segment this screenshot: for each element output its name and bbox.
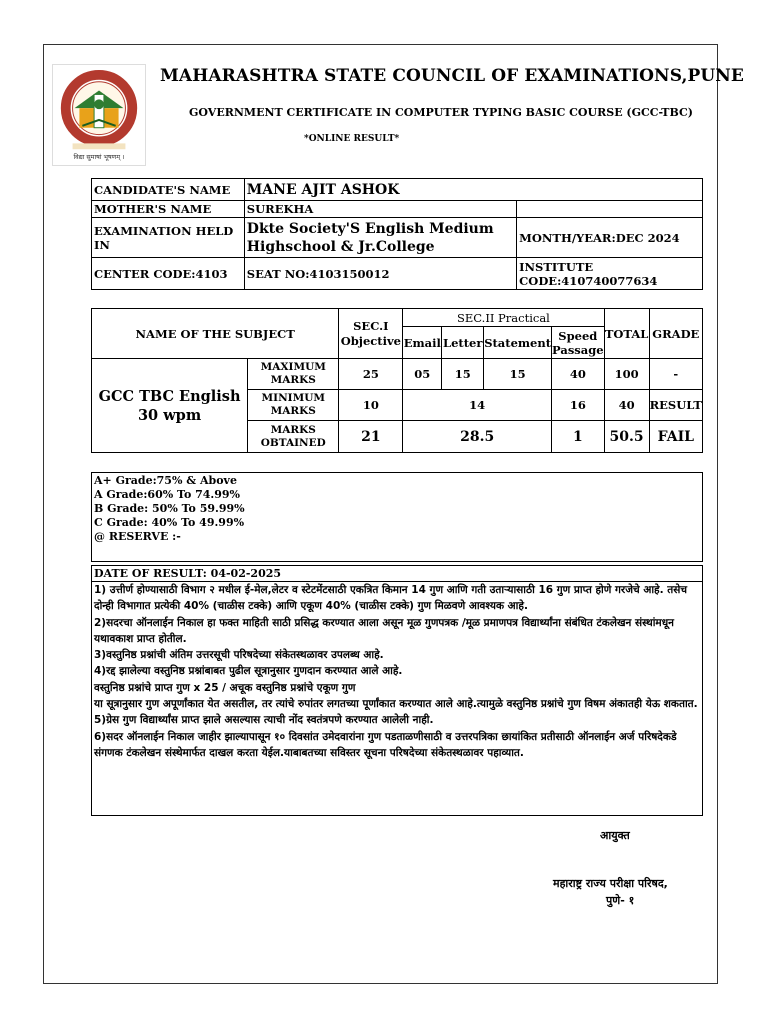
- result-label: RESULT: [649, 390, 702, 421]
- council-logo: [52, 64, 146, 166]
- mother-name-label: MOTHER'S NAME: [92, 201, 245, 218]
- grade-header: GRADE: [649, 309, 702, 359]
- min-total: 40: [604, 390, 649, 421]
- obtained-practical: 28.5: [403, 421, 552, 453]
- candidate-name: MANE AJIT ASHOK: [244, 179, 702, 201]
- grade-line: @ RESERVE :-: [94, 530, 181, 543]
- note-line: वस्तुनिष्ठ प्रश्नांचे प्राप्त गुण x 25 / अचूक वस्तुनिष्ठ प्रश्नांचे एकूण गुण: [94, 681, 356, 694]
- max-marks-label: MAXIMUM MARKS: [248, 359, 339, 390]
- subject-name: GCC TBC English 30 wpm: [92, 359, 248, 453]
- candidate-name-label: CANDIDATE'S NAME: [92, 179, 245, 201]
- signature-designation: आयुक्त: [600, 829, 630, 842]
- speed-header: Speed Passage: [552, 328, 604, 357]
- grade-line: C Grade: 40% To 49.99%: [94, 516, 245, 529]
- min-speed: 16: [552, 390, 605, 421]
- min-sec1: 10: [339, 390, 403, 421]
- grade-legend: [91, 472, 703, 562]
- note-line: 6)सदर ऑनलाईन निकाल जाहीर झाल्यापासून १० दिवसांत उमेदवारांना गुण पडताळणीसाठी व उत्तरपत्रिका छायांकित प्रतीसाठी ऑनलाईन अर्ज परिषदेकडे संगणक टंकलेखन संस्थेमार्फत दाखल करता येईल.याबाबतच्या सविस्तर सूचना परिषदेच्या संकेतस्थळावर पहाव्यात.: [94, 730, 677, 759]
- sec2-header: SEC.II Practical: [403, 309, 604, 327]
- subject-header: NAME OF THE SUBJECT: [92, 309, 339, 359]
- grade-line: A+ Grade:75% & Above: [94, 474, 237, 487]
- email-header: Email: [403, 327, 442, 359]
- note-line: 3)वस्तुनिष्ठ प्रश्नांची अंतिम उत्तरसूची परिषदेच्या संकेतस्थळावर उपलब्ध आहे.: [94, 649, 384, 662]
- max-letter: 15: [442, 359, 484, 390]
- statement-header: Statement: [484, 327, 552, 359]
- obtained-speed: 1: [552, 421, 605, 453]
- signature-office: महाराष्ट्र राज्य परीक्षा परिषद,: [553, 877, 668, 890]
- date-of-result: DATE OF RESULT: 04-02-2025: [92, 566, 702, 582]
- center-code: CENTER CODE:4103: [92, 258, 245, 290]
- obtained-total: 50.5: [604, 421, 649, 453]
- result-value: FAIL: [649, 421, 702, 453]
- obtained-marks-label: MARKS OBTAINED: [248, 421, 339, 453]
- mother-name: SUREKHA: [244, 201, 516, 218]
- letter-header: Letter: [442, 327, 484, 359]
- sec1-header: SEC.I Objective: [339, 309, 403, 359]
- emblem-icon: [53, 65, 145, 165]
- min-marks-label: MINIMUM MARKS: [248, 390, 339, 421]
- month-year: MONTH/YEAR:DEC 2024: [517, 218, 703, 258]
- exam-held-label: EXAMINATION HELD IN: [92, 218, 245, 258]
- min-practical: 14: [403, 390, 552, 421]
- note-line: 1) उत्तीर्ण होण्यासाठी विभाग २ मधील ई-मेल,लेटर व स्टेटमेंटसाठी एकत्रित किमान 14 गुण आणि गती उताऱ्यासाठी 16 गुण प्राप्त होणे गरजेचे आहे. तसेच दोन्ही विभागात प्रत्येकी 40% (चाळीस टक्के) आणि एकूण 40% (चाळीस टक्के) गुण मिळवणे आवश्यक आहे.: [94, 584, 688, 613]
- candidate-details-table: [91, 178, 703, 290]
- seat-number: SEAT NO:4103150012: [244, 258, 516, 290]
- course-title: GOVERNMENT CERTIFICATE IN COMPUTER TYPING BASIC COURSE (GCC-TBC): [189, 106, 693, 119]
- obtained-sec1: 21: [339, 421, 403, 453]
- total-header: TOTAL: [604, 309, 649, 359]
- max-email: 05: [403, 359, 442, 390]
- signature-city: पुणे- १: [606, 894, 635, 907]
- institute-code: INSTITUTE CODE:410740077634: [517, 258, 703, 290]
- empty-cell: [517, 201, 703, 218]
- note-line: 2)सदरचा ऑनलाईन निकाल हा फक्त माहिती साठी प्रसिद्ध करण्यात आला असून मूळ गुणपत्रक /मूळ प्रमाणपत्र विद्यार्थ्यांना संबंधित टंकलेखन संस्थांमधून यथावकाश प्राप्त होतील.: [94, 616, 674, 645]
- note-line: 5)ग्रेस गुण विद्यार्थ्यांस प्राप्त झाले असल्यास त्याची नोंद स्वतंत्रपणे करण्यात आलेली नाही.: [94, 714, 434, 727]
- exam-held-value: Dkte Society'S English Medium Highschool & Jr.College: [244, 218, 516, 258]
- max-grade: -: [649, 359, 702, 390]
- note-line: या सूत्रानुसार गुण अपूर्णांकात येत असतील, तर त्यांचे रुपांतर लगतच्या पूर्णांकात करण्यात आले आहे.त्यामुळे वस्तुनिष्ठ प्रश्नांचे गुण विषम अंकातही येऊ शकतात.: [94, 698, 698, 711]
- grade-line: B Grade: 50% To 59.99%: [94, 502, 245, 515]
- logo-motto: विद्या सुमाषां भूषणम् ।: [73, 154, 125, 162]
- result-notes: [91, 565, 703, 816]
- note-line: 4)रद्द झालेल्या वस्तुनिष्ठ प्रश्नांबाबत पुढील सूत्रानुसार गुणदान करण्यात आले आहे.: [94, 665, 403, 678]
- max-statement: 15: [484, 359, 552, 390]
- grade-line: A Grade:60% To 74.99%: [94, 488, 241, 501]
- max-sec1: 25: [339, 359, 403, 390]
- max-speed: 40: [552, 359, 605, 390]
- result-type-label: *ONLINE RESULT*: [304, 134, 400, 144]
- max-total: 100: [604, 359, 649, 390]
- council-title: MAHARASHTRA STATE COUNCIL OF EXAMINATIONS,PUNE: [160, 66, 744, 86]
- marks-table: [91, 308, 703, 453]
